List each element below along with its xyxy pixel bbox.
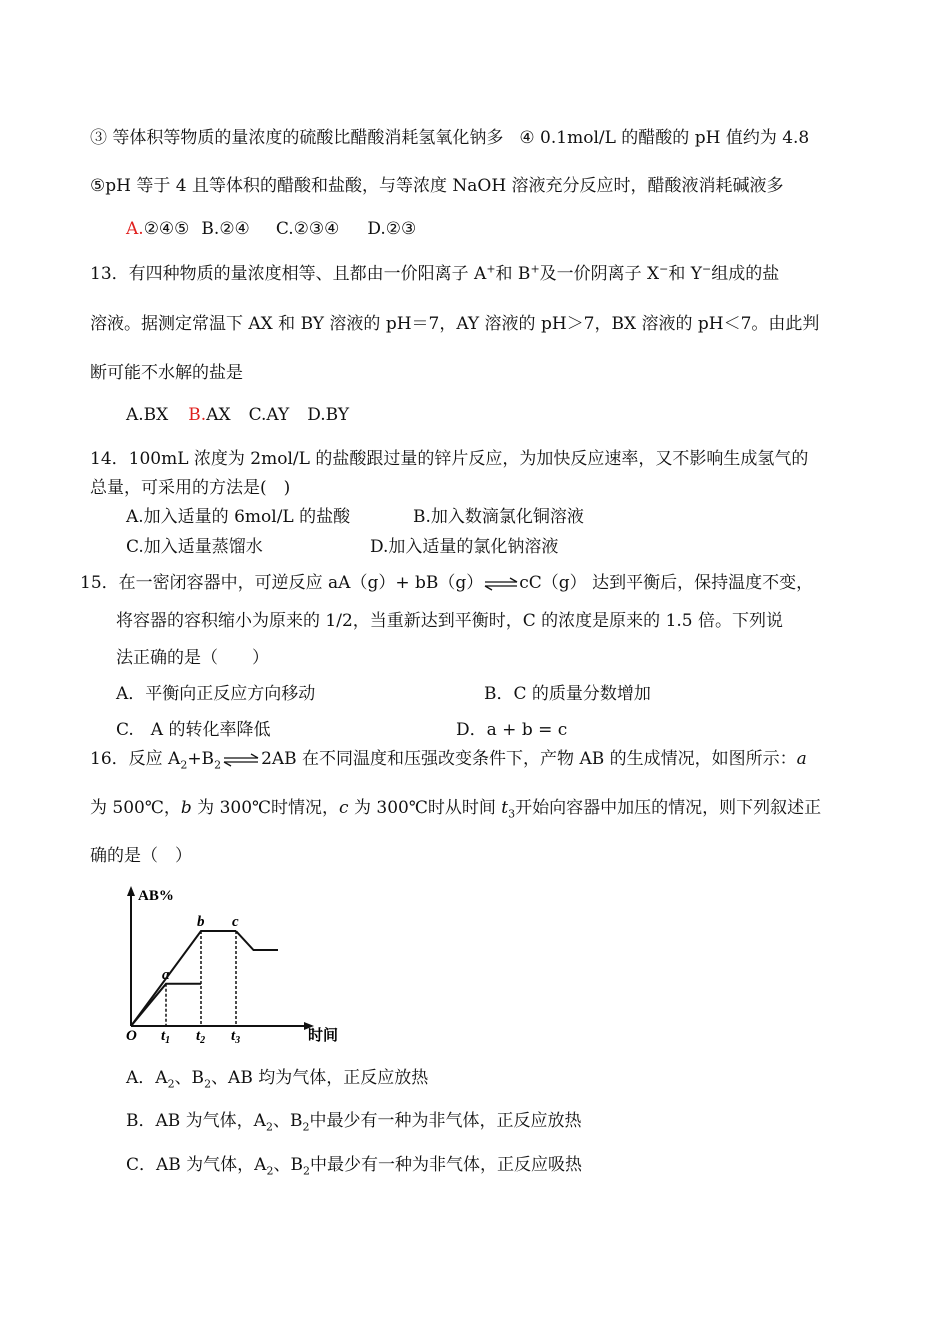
ab-percent-chart [118,880,378,1045]
q14-option-b: B.加入数滴氯化铜溶液 [413,507,584,527]
q16-text-1: 16．反应 A [90,749,181,769]
q15-option-c: C. A 的转化率降低 [116,720,271,740]
q13-text-4: 和 Y [668,264,703,284]
x-tick-label-t1: $t_1$ [161,1028,171,1045]
q16-option-a-sub-2: 2 [204,1077,212,1091]
q12-item-3 [90,127,809,149]
q13-sup-plus-b: + [530,262,540,276]
q13-line-1 [90,263,779,285]
q16-line-1 [90,748,807,770]
q12-options [126,218,416,240]
q16-option-b-text-1: B．AB 为气体，A [126,1111,266,1131]
x-tick-label-t3: $t_3$ [231,1028,241,1045]
series-line-c [236,931,278,950]
q16-line-3: 确的是（ ） [90,846,192,866]
x-axis-label: 时间 [308,1028,339,1044]
q16-option-b-text-3: 中最少有一种为非气体，正反应放热 [309,1111,582,1131]
q13-option-c: C.AY [248,405,290,425]
q12-option-a: ②④⑤ [143,219,190,239]
q15-option-a: A．平衡向正反应方向移动 [116,684,316,704]
q16-text-3: 2AB 在不同温度和压强改变条件下，产物 AB 的生成情况，如图所示： [261,749,797,769]
x-tick-label-t2: $t_2$ [196,1028,206,1045]
q16-text-6: 为 300℃时从时间 [348,798,502,818]
q15-text-2: cC（g） 达到平衡后，保持温度不变， [519,573,814,593]
q16-italic-t: t [501,798,509,818]
q12-option-d: D.②③ [367,219,417,239]
q13-option-b-letter: B. [188,405,207,425]
q13-text-2: 和 B [495,264,531,284]
q13-sup-minus-x: − [659,262,669,276]
q16-option-a-text-1: A．A [126,1068,168,1088]
q16-option-c [126,1154,582,1176]
series-label-b: b [197,914,205,931]
q13-line-3: 断可能不水解的盐是 [90,363,243,383]
q15-option-b: B．C 的质量分数增加 [484,684,651,704]
q12-item-5: ⑤pH 等于 4 且等体积的醋酸和盐酸，与等浓度 NaOH 溶液充分反应时，醋酸液消耗碱液多 [90,176,784,196]
q13-text-1: 13．有四种物质的量浓度相等、且都由一价阳离子 A [90,264,487,284]
q13-sup-plus-a: + [486,262,496,276]
q16-option-c-sub-2: 2 [302,1164,310,1178]
q16-text-4: 为 500℃， [90,798,181,818]
q13-options [126,404,349,426]
q14-option-d: D.加入适量的氯化钠溶液 [370,537,559,557]
q13-text-5: 组成的盐 [711,264,780,284]
q12-option-a-letter: A. [126,219,144,239]
q16-option-c-text-1: C．AB 为气体，A [126,1155,267,1175]
q13-option-d: D.BY [307,405,350,425]
y-axis-arrow-icon [127,886,135,896]
q14-option-c: C.加入适量蒸馏水 [126,537,263,557]
series-label-a: a [162,966,170,983]
q14-option-a: A.加入适量的 6mol/L 的盐酸 [126,507,351,527]
q16-sub-b2: 2 [214,758,222,772]
q16-option-b-text-2: 、B [272,1111,303,1131]
q16-italic-c: c [339,798,349,818]
q15-line-2: 将容器的容积缩小为原来的 1/2，当重新达到平衡时，C 的浓度是原来的 1.5 倍。下列说 [116,611,784,631]
q16-option-a-text-2: 、B [174,1068,205,1088]
q16-italic-a: a [796,749,807,769]
q16-option-c-text-2: 、B [273,1155,303,1175]
q16-text-2: +B [187,749,215,769]
q15-line-3: 法正确的是（ ） [116,648,269,668]
q15-line-1 [80,572,813,594]
q16-sub-3: 3 [508,807,516,821]
q16-option-a-sub-1: 2 [167,1077,175,1091]
q16-option-c-sub-1: 2 [266,1164,274,1178]
q16-option-b [126,1110,581,1132]
q14-line-1: 14．100mL 浓度为 2mol/L 的盐酸跟过量的锌片反应，为加快反应速率，又不影响生成氢气的 [90,449,809,469]
origin-label: O [126,1028,137,1044]
q13-sup-minus-y: − [702,262,712,276]
q13-text-3: 及一价阴离子 X [539,264,660,284]
y-axis-label: AB% [138,888,174,904]
q16-option-b-sub-2: 2 [302,1120,310,1134]
q16-option-a-text-3: 、AB 均为气体，正反应放热 [211,1068,429,1088]
q14-line-2: 总量，可采用的方法是( ) [90,478,291,498]
q15-option-d: D．a + b = c [456,720,568,740]
q16-option-c-text-3: 中最少有一种为非气体，正反应吸热 [309,1155,582,1175]
series-line-b [131,931,236,1026]
q12-item-4-text: ④ 0.1mol/L 的醋酸的 pH 值约为 4.8 [519,128,810,148]
q16-text-7: 开始向容器中加压的情况，则下列叙述正 [515,798,822,818]
q12-option-c: C.②③④ [275,219,340,239]
q13-option-a: A.BX [126,405,169,425]
q13-line-2: 溶液。据测定常温下 AX 和 BY 溶液的 pH＝7，AY 溶液的 pH＞7，BX 溶液的 pH＜7。由此判 [90,314,820,334]
equilibrium-arrow-icon [484,577,518,591]
q13-option-b: AX [206,405,231,425]
q16-italic-b: b [180,798,192,818]
q16-option-a [126,1067,428,1089]
q16-line-2 [90,797,821,819]
q12-option-b: B.②④ [201,219,250,239]
q15-text-1: 15．在一密闭容器中，可逆反应 aA（g）+ bB（g） [80,573,484,593]
q16-option-b-sub-1: 2 [265,1120,273,1134]
q12-item-3-text: ③ 等体积等物质的量浓度的硫酸比醋酸消耗氢氧化钠多 [90,128,504,148]
q16-text-5: 为 300℃时情况， [191,798,340,818]
equilibrium-arrow-icon [223,753,259,767]
series-label-c: c [232,914,239,931]
q16-sub-a2: 2 [180,758,188,772]
